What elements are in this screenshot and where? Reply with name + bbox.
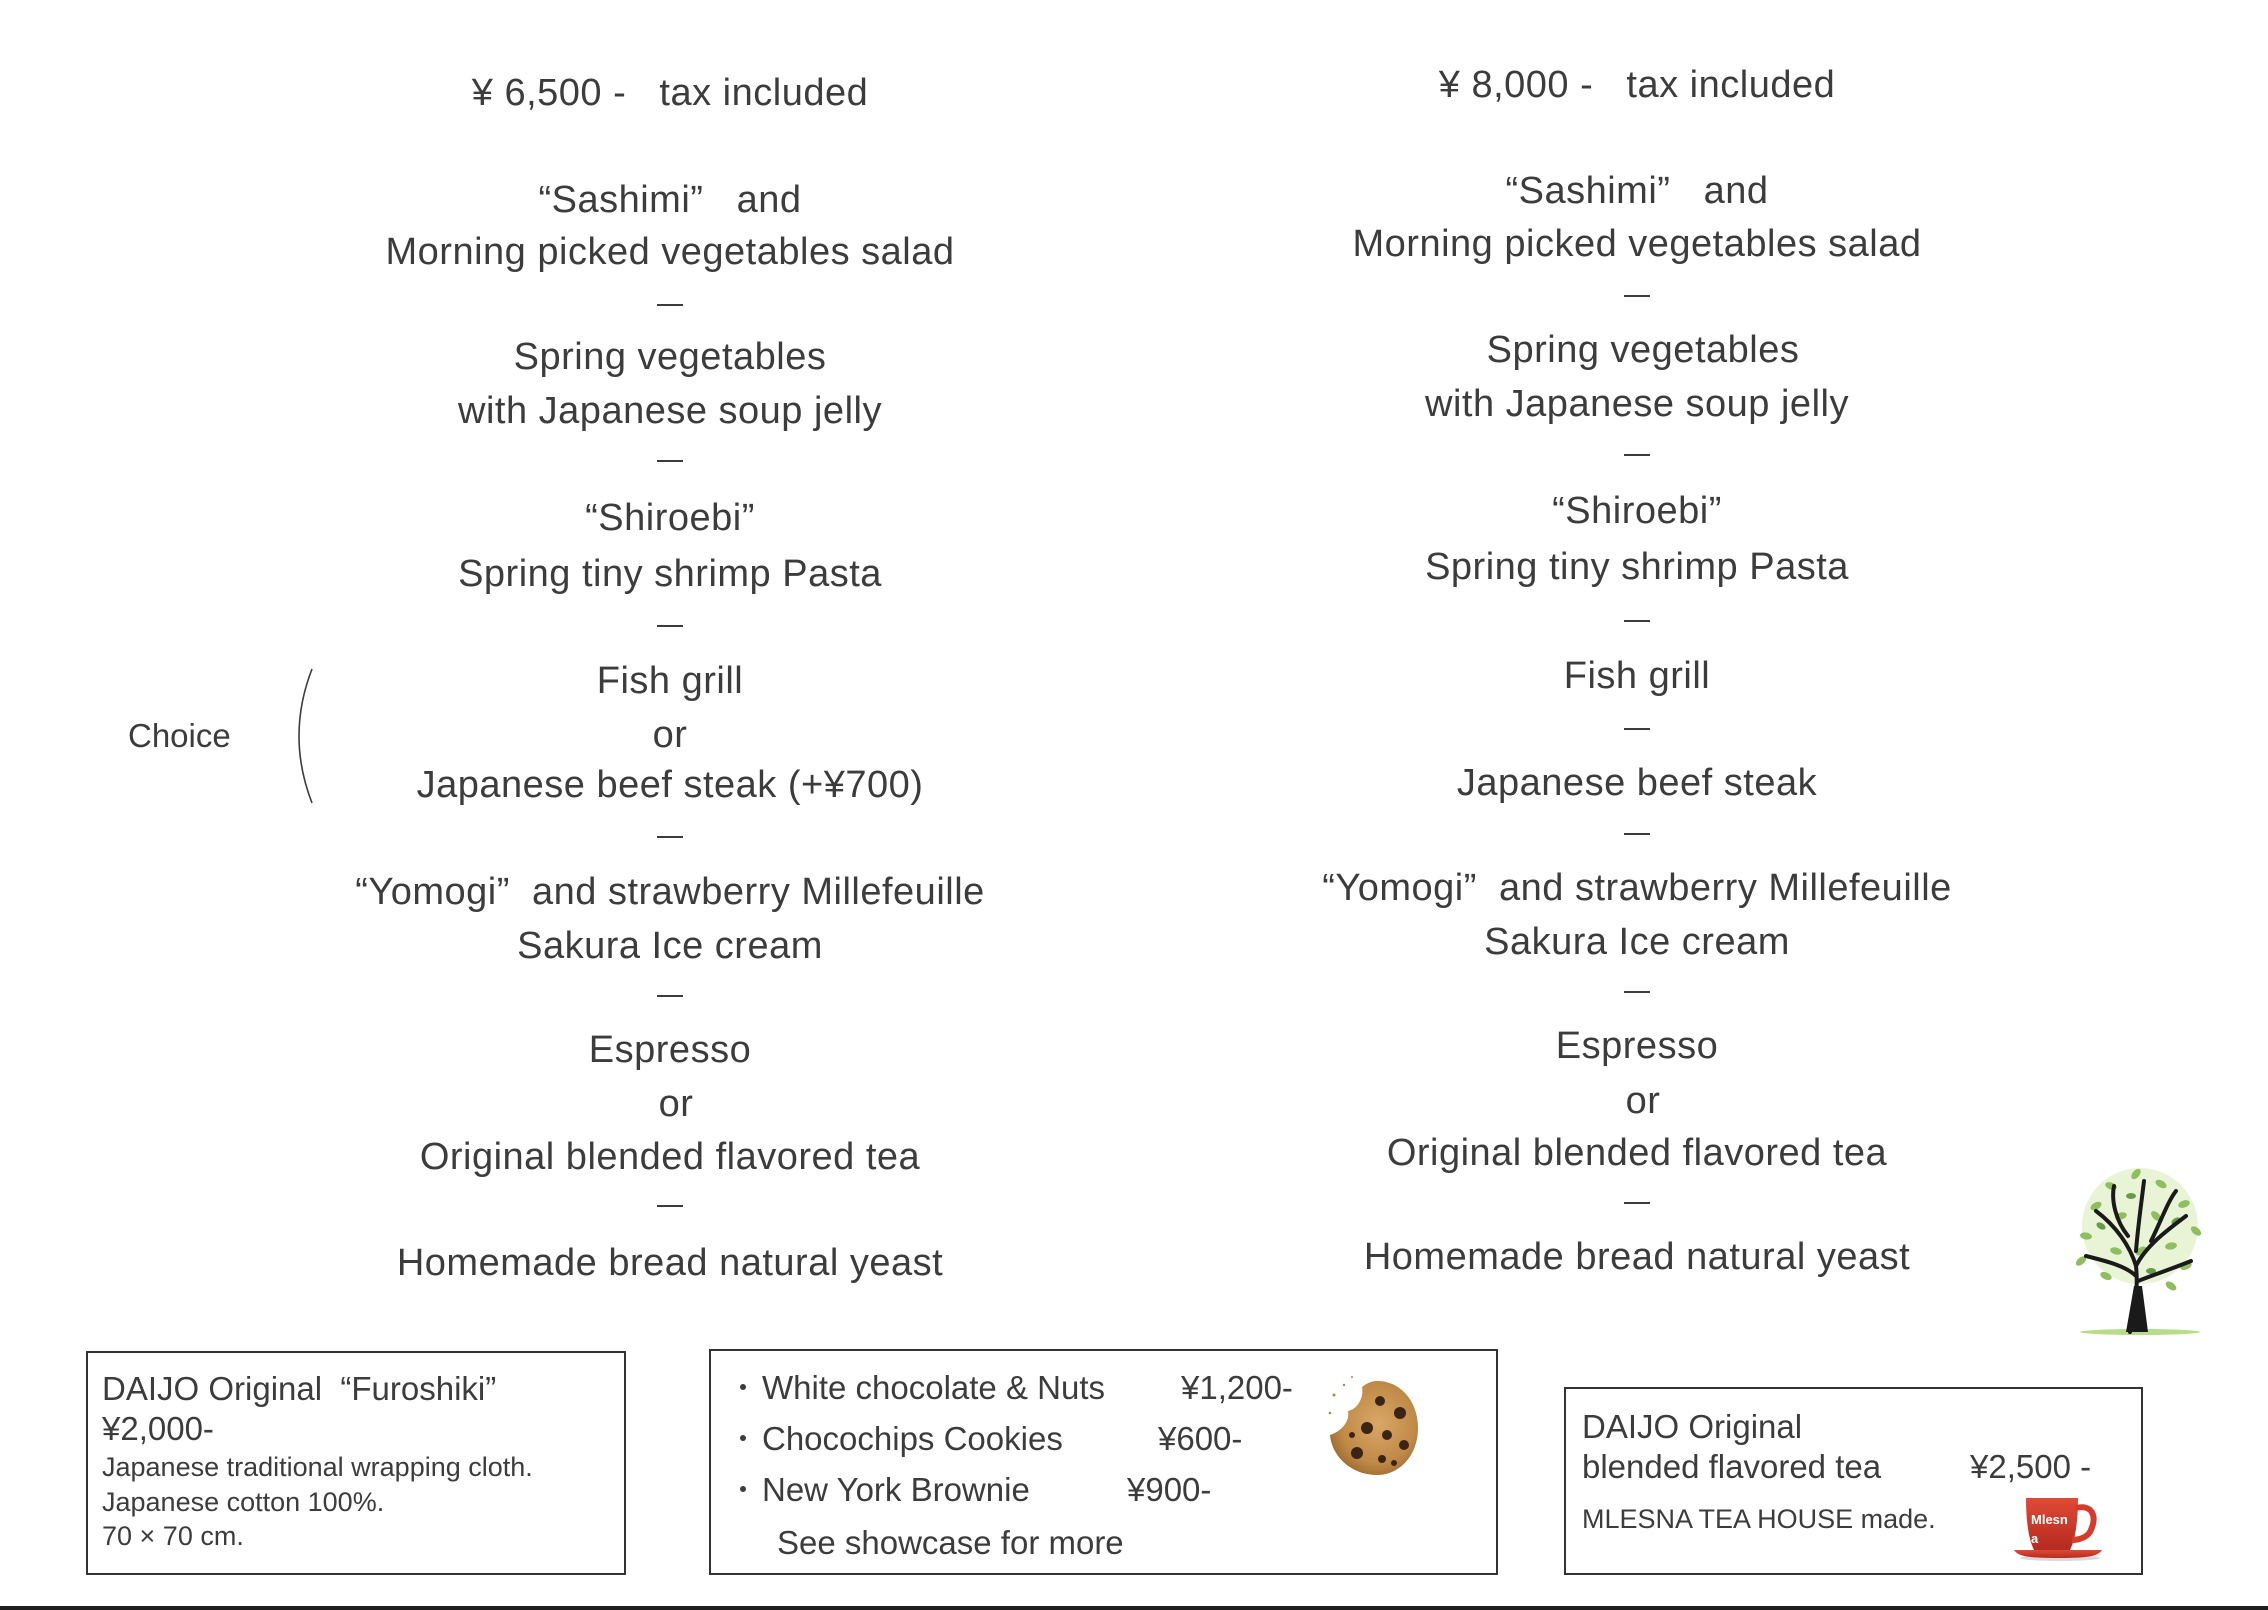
- left-course-price: ¥ 6,500 - tax included: [471, 72, 869, 114]
- bullet-icon: [740, 1384, 746, 1390]
- right-course-item: Japanese beef steak: [1456, 762, 1818, 804]
- sweet-item-name: Chocochips Cookies: [762, 1420, 1063, 1457]
- right-course-item: “Sashimi” and: [1505, 170, 1769, 212]
- right-course-item: “Shiroebi”: [1552, 490, 1722, 532]
- course-separator: [1624, 991, 1650, 993]
- sweet-item-price: ¥1,200-: [1181, 1369, 1293, 1406]
- course-separator: [657, 1205, 683, 1207]
- course-separator: [1624, 454, 1650, 456]
- tree-icon: [2056, 1156, 2224, 1338]
- furoshiki-description: Japanese traditional wrapping cloth.: [102, 1452, 533, 1482]
- showcase-note: See showcase for more: [777, 1524, 1124, 1561]
- course-separator: [1624, 833, 1650, 835]
- choice-bracket-icon: [292, 668, 314, 804]
- bullet-icon: [740, 1486, 746, 1492]
- furoshiki-price: ¥2,000-: [102, 1410, 214, 1447]
- course-separator: [1624, 1202, 1650, 1204]
- left-course-item: Japanese beef steak (+¥700): [416, 764, 924, 806]
- bullet-icon: [740, 1435, 746, 1441]
- left-course-item: “Yomogi” and strawberry Millefeuille: [355, 871, 985, 913]
- left-course-item: “Sashimi” and: [538, 179, 802, 221]
- left-course-item: Original blended flavored tea: [419, 1136, 921, 1178]
- left-course-item: with Japanese soup jelly: [458, 390, 882, 432]
- course-separator: [1624, 295, 1650, 297]
- bottom-rule: [0, 1606, 2268, 1610]
- left-course-item: “Shiroebi”: [585, 497, 755, 539]
- right-course-item: Espresso: [1555, 1025, 1719, 1067]
- right-course-item: Spring vegetables: [1486, 329, 1800, 371]
- cup-brand-label-2: a: [2031, 1531, 2039, 1546]
- right-course-item: or: [1625, 1080, 1661, 1122]
- left-course-item: Fish grill: [596, 660, 744, 702]
- course-separator: [657, 304, 683, 306]
- tea-product: blended flavored tea: [1582, 1448, 1882, 1485]
- left-course-item: or: [652, 714, 688, 756]
- sweet-item-price: ¥900-: [1127, 1471, 1212, 1508]
- right-course-item: Spring tiny shrimp Pasta: [1425, 546, 1849, 588]
- left-course-item: Homemade bread natural yeast: [396, 1242, 944, 1284]
- course-separator: [657, 460, 683, 462]
- course-separator: [1624, 620, 1650, 622]
- course-separator: [657, 995, 683, 997]
- tea-cup-icon: [2012, 1498, 2108, 1562]
- tea-maker: MLESNA TEA HOUSE made.: [1582, 1504, 1936, 1534]
- right-course-item: Morning picked vegetables salad: [1352, 223, 1922, 265]
- right-course-item: with Japanese soup jelly: [1425, 383, 1849, 425]
- tea-title: DAIJO Original: [1582, 1408, 1803, 1445]
- cookie-icon: [1322, 1373, 1422, 1481]
- furoshiki-material: Japanese cotton 100%.: [102, 1487, 385, 1517]
- left-course-item: Espresso: [588, 1029, 752, 1071]
- furoshiki-size: 70 × 70 cm.: [102, 1521, 244, 1551]
- left-course-item: Spring vegetables: [513, 336, 827, 378]
- sweet-item-price: ¥600-: [1158, 1420, 1243, 1457]
- furoshiki-title: DAIJO Original “Furoshiki”: [102, 1370, 497, 1407]
- furoshiki-box: [86, 1351, 626, 1575]
- left-course-item: or: [658, 1083, 694, 1125]
- tea-price: ¥2,500 -: [1970, 1448, 2092, 1485]
- course-separator: [657, 836, 683, 838]
- left-course-item: Spring tiny shrimp Pasta: [458, 553, 882, 595]
- course-separator: [657, 625, 683, 627]
- choice-label: Choice: [128, 717, 231, 754]
- course-separator: [1624, 728, 1650, 730]
- right-course-item: Fish grill: [1563, 655, 1711, 697]
- right-course-item: Original blended flavored tea: [1386, 1132, 1888, 1174]
- right-course-item: Sakura Ice cream: [1484, 921, 1790, 963]
- cup-brand-label: Mlesn: [2031, 1512, 2068, 1527]
- right-course-item: Homemade bread natural yeast: [1363, 1236, 1911, 1278]
- sweet-item-name: White chocolate & Nuts: [762, 1369, 1105, 1406]
- left-course-item: Sakura Ice cream: [517, 925, 823, 967]
- sweet-item-name: New York Brownie: [762, 1471, 1030, 1508]
- right-course-price: ¥ 8,000 - tax included: [1438, 64, 1836, 106]
- right-course-item: “Yomogi” and strawberry Millefeuille: [1322, 867, 1952, 909]
- left-course-item: Morning picked vegetables salad: [385, 231, 955, 273]
